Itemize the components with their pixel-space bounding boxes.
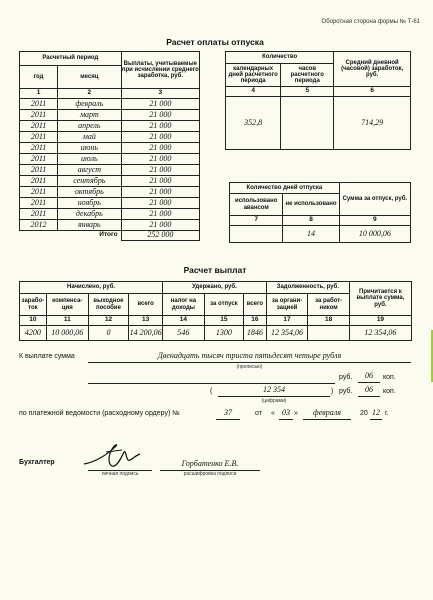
salary-col: зарабо-ток [20,294,47,316]
used-advance-header: использовано авансом [230,194,283,216]
payout-words: Двенадцать тысяч триста пятьдесят четыре рубля [88,350,411,363]
vacation-sum-header: Сумма за отпуск, руб. [339,183,410,216]
col-num: 8 [283,216,339,226]
period-row [20,198,200,209]
vacation-sum-value: 10 000,06 [339,226,410,243]
statement-month: февраля [303,407,351,420]
digits-close: ) [331,388,334,395]
payment-value: 1846 [244,326,267,341]
kop-value: 06 [358,370,380,383]
kop-value-2: 06 [358,384,380,397]
col-num: 5 [281,87,334,97]
period-month: октябрь [58,187,122,198]
digits-open: ( [210,388,213,395]
period-month: май [58,132,122,143]
period-month: апрель [58,121,122,132]
payment-value: 546 [163,326,205,341]
payments-title: Расчет выплат [183,265,247,275]
period-row [20,187,200,198]
col-num: 14 [163,316,205,326]
period-amount: 21 000 [121,165,199,176]
col-num: 7 [230,216,283,226]
from-label: от [255,410,262,417]
period-amount: 21 000 [121,121,199,132]
payout-digits: 12 354 [218,384,330,397]
used-advance-value [230,226,283,243]
total-value: 252 000 [121,231,199,241]
period-header: Расчетный период [20,52,122,66]
period-month: ноябрь [58,198,122,209]
col-num: 10 [20,316,47,326]
payment-value: 4200 [20,326,47,341]
month-header: месяц [58,66,122,89]
statement-year: 12 [370,407,382,420]
org-debt-col: за органи-зацией [266,294,308,316]
quantity-header: Количество [226,52,334,64]
period-year: 2011 [20,209,58,220]
period-amount: 21 000 [121,187,199,198]
period-amount: 21 000 [121,198,199,209]
year-prefix: 20 [360,410,368,417]
payment-value: 12 354,06 [266,326,308,341]
period-month: март [58,110,122,121]
accrued-total-col: всего [129,294,163,316]
period-month: август [58,165,122,176]
period-month: сентябрь [58,176,122,187]
period-row [20,220,200,231]
form-reference: Оборотная сторона формы № Т-61 [321,19,420,25]
payment-value [308,326,349,341]
sign-caption: личная подпись [101,471,139,477]
period-year: 2011 [20,176,58,187]
period-year: 2011 [20,132,58,143]
rub-label: руб. [339,374,353,381]
accountant-name: Горбатенко Е.В. [160,458,260,471]
statement-day: 03 [279,407,293,420]
col-num: 4 [226,87,281,97]
period-amount: 21 000 [121,99,199,110]
statement-number: 37 [216,407,240,420]
payment-value: 12 354,06 [349,326,411,341]
day-close: » [294,410,298,417]
period-year: 2011 [20,187,58,198]
debt-header: Задолженность, руб. [266,282,349,294]
calendar-days-header: календарных дней расчетного периода [226,64,281,87]
period-month: июнь [58,143,122,154]
col-num: 1 [20,89,58,99]
period-amount: 21 000 [121,110,199,121]
col-num: 19 [349,316,411,326]
for-vacation-col: за отпуск [204,294,243,316]
payments-table [19,281,412,341]
words-caption: (прописью) [236,364,263,370]
period-amount: 21 000 [121,132,199,143]
kop-label-2: коп. [383,388,396,395]
payment-value: 1300 [204,326,243,341]
period-amount: 21 000 [121,154,199,165]
col-num: 16 [244,316,267,326]
period-year: 2011 [20,143,58,154]
quantity-table [225,51,411,150]
kop-label: коп. [383,374,396,381]
vacation-calc-title: Расчет оплаты отпуска [166,37,264,47]
period-row [20,154,200,165]
period-row [20,132,200,143]
accountant-role: Бухгалтер [19,459,55,466]
period-row [20,121,200,132]
period-year: 2012 [20,220,58,231]
col-num: 13 [129,316,163,326]
sign-line [88,458,152,471]
period-row [20,165,200,176]
col-num: 2 [58,89,122,99]
period-row [20,209,200,220]
day-open: « [271,410,275,417]
digits-caption: (цифрами) [261,398,287,404]
period-month: январь [58,220,122,231]
payout-words-line2 [88,371,335,384]
col-num: 11 [46,316,88,326]
col-num: 12 [88,316,128,326]
period-row [20,143,200,154]
year-header: год [20,66,58,89]
period-row [20,110,200,121]
rub-label-2: руб. [339,388,353,395]
col-num: 9 [339,216,410,226]
employee-debt-col: за работ-ником [308,294,349,316]
calendar-days-value: 352,8 [226,97,281,150]
period-year: 2011 [20,165,58,176]
vacation-days-header: Количество дней отпуска [230,183,340,194]
compensation-col: компенса-ция [46,294,88,316]
accrued-header: Начислено, руб. [20,282,163,294]
unused-header: не использовано [283,194,339,216]
withheld-header: Удержано, руб. [163,282,267,294]
period-amount: 21 000 [121,220,199,231]
period-year: 2011 [20,110,58,121]
period-month: февраль [58,99,122,110]
total-label: Итого [99,231,118,239]
col-num: 18 [308,316,349,326]
period-year: 2011 [20,198,58,209]
avg-earnings-value: 714,29 [334,97,411,150]
payments-header: Выплаты, учитываемые при исчислении среднего заработка, руб. [121,52,199,89]
payment-value: 10 000,06 [46,326,88,341]
vacation-days-table [229,182,411,243]
col-num: 15 [204,316,243,326]
period-year: 2011 [20,154,58,165]
period-amount: 21 000 [121,209,199,220]
col-num: 3 [121,89,199,99]
payment-value: 0 [88,326,128,341]
period-row [20,99,200,110]
col-num: 6 [334,87,411,97]
period-table [19,51,200,241]
period-amount: 21 000 [121,143,199,154]
period-row [20,176,200,187]
hours-header: часов расчетного периода [281,64,334,87]
period-month: декабрь [58,209,122,220]
avg-earnings-header: Средний дневной (часовой) заработок, руб. [334,52,411,87]
name-caption: расшифровка подписи [183,471,237,477]
period-month: июль [58,154,122,165]
hours-value [281,97,334,150]
unused-value: 14 [283,226,339,243]
statement-label: по платежной ведомости (расходному ордеру) № [19,410,180,417]
period-amount: 21 000 [121,176,199,187]
payout-label: К выплате сумма [19,353,75,360]
col-num: 17 [266,316,308,326]
severance-col: выходное пособие [88,294,128,316]
year-suffix: г. [385,410,389,417]
payable-header: Причитается к выплате сумма, руб. [349,282,411,316]
period-year: 2011 [20,121,58,132]
income-tax-col: налог на доходы [163,294,205,316]
payment-value: 14 200,06 [129,326,163,341]
withheld-total-col: всего [244,294,267,316]
period-year: 2011 [20,99,58,110]
